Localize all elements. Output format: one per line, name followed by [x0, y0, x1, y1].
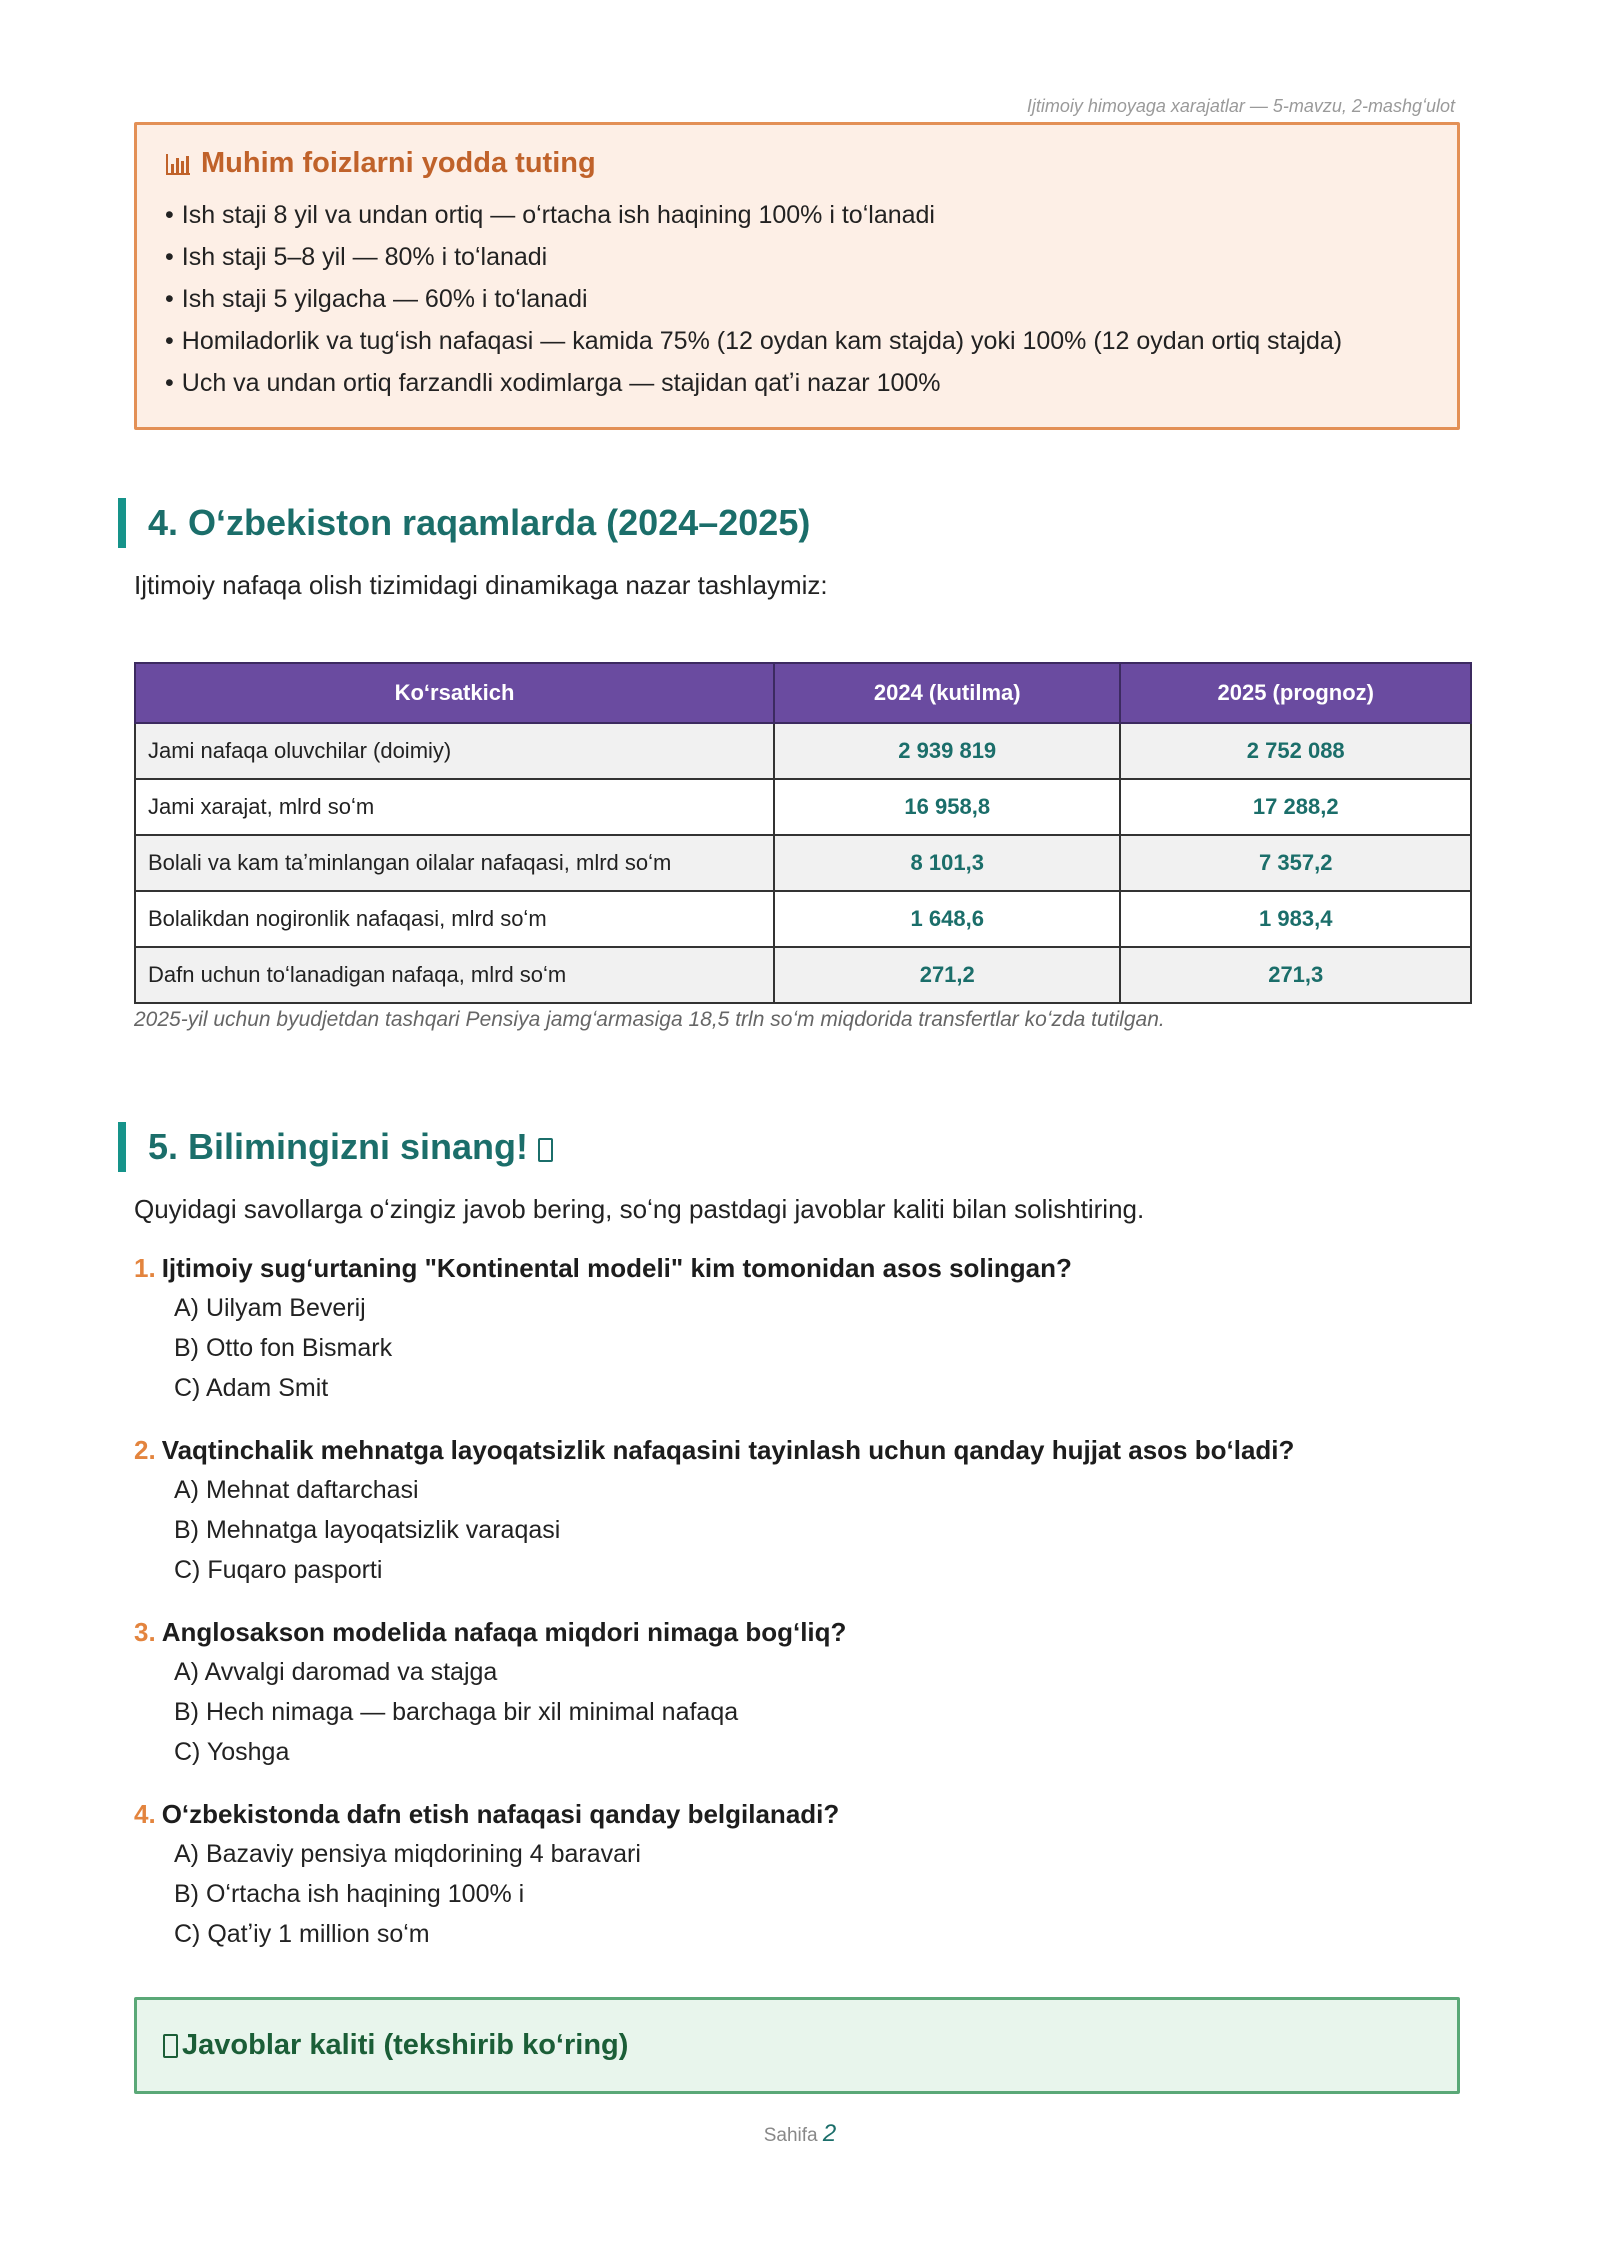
- question-text: Anglosakson modelida nafaqa miqdori nimaga bogʻliq?: [161, 1617, 847, 1647]
- answer-option: C) Fuqaro pasporti: [174, 1556, 383, 1584]
- quiz: [134, 1248, 1434, 1976]
- tip-item: • Ish staji 5–8 yil — 80% i toʻlanadi: [165, 236, 1429, 278]
- statistics-table: [134, 662, 1472, 1004]
- question: [134, 1612, 1434, 1772]
- tip-box: [134, 122, 1460, 430]
- question-number: 1.: [134, 1253, 156, 1283]
- value-2025: 2 752 088: [1120, 723, 1471, 779]
- column-header: 2025 (prognoz): [1120, 663, 1471, 723]
- bar-chart-icon: [165, 152, 191, 176]
- missing-glyph-icon: [538, 1138, 553, 1162]
- running-header: Ijtimoiy himoyaga xarajatlar — 5-mavzu, 2-mashgʻulot: [1026, 96, 1455, 116]
- row-label: Bolalikdan nogironlik nafaqasi, mlrd soʻm: [135, 891, 774, 947]
- table-row: [135, 891, 1471, 947]
- value-2025: 1 983,4: [1120, 891, 1471, 947]
- tip-item: • Ish staji 5 yilgacha — 60% i toʻlanadi: [165, 278, 1429, 320]
- answer-option: A) Mehnat daftarchasi: [174, 1476, 419, 1504]
- tip-item: • Homiladorlik va tugʻish nafaqasi — kamida 75% (12 oydan kam stajda) yoki 100% (12 oydan ortiq stajda): [165, 320, 1429, 362]
- missing-glyph-icon: [163, 2034, 178, 2058]
- column-header: Koʻrsatkich: [135, 663, 774, 723]
- section-4-intro: Ijtimoiy nafaqa olish tizimidagi dinamikaga nazar tashlaymiz:: [134, 570, 828, 600]
- answer-option: B) Oʻrtacha ish haqining 100% i: [174, 1880, 525, 1908]
- page-number: 2: [822, 2120, 837, 2147]
- tip-item: • Uch va undan ortiq farzandli xodimlarga — stajidan qatʼi nazar 100%: [165, 362, 1429, 404]
- row-label: Jami xarajat, mlrd soʻm: [135, 779, 774, 835]
- section-5-title: 5. Bilimingizni sinang!: [148, 1126, 529, 1167]
- table-row: [135, 947, 1471, 1003]
- table-row: [135, 779, 1471, 835]
- table-note: 2025-yil uchun byudjetdan tashqari Pensiya jamgʻarmasiga 18,5 trln soʻm miqdorida transfertlar koʻzda tutilgan.: [134, 1008, 1165, 1031]
- value-2025: 271,3: [1120, 947, 1471, 1003]
- page-footer: [0, 2120, 1600, 2148]
- value-2024: 1 648,6: [774, 891, 1120, 947]
- question-number: 3.: [134, 1617, 156, 1647]
- answer-key-title: Javoblar kaliti (tekshirib koʻring): [182, 2029, 629, 2061]
- question-text: Vaqtinchalik mehnatga layoqatsizlik nafaqasini tayinlash uchun qanday hujjat asos boʻladi?: [161, 1435, 1295, 1465]
- value-2025: 17 288,2: [1120, 779, 1471, 835]
- footer-label: Sahifa: [763, 2125, 818, 2146]
- answer-option: A) Bazaviy pensiya miqdorining 4 baravari: [174, 1840, 641, 1868]
- tip-title-row: [165, 147, 1429, 180]
- answer-key-box[interactable]: [134, 1997, 1460, 2094]
- value-2024: 2 939 819: [774, 723, 1120, 779]
- question-number: 2.: [134, 1435, 156, 1465]
- question-text: Oʻzbekistonda dafn etish nafaqasi qanday belgilanadi?: [161, 1799, 840, 1829]
- answer-option: C) Yoshga: [174, 1738, 290, 1766]
- question: [134, 1430, 1434, 1590]
- question-number: 4.: [134, 1799, 156, 1829]
- section-5-intro: Quyidagi savollarga oʻzingiz javob bering, soʻng pastdagi javoblar kaliti bilan solishtiring.: [134, 1194, 1145, 1224]
- answer-option: B) Mehnatga layoqatsizlik varaqasi: [174, 1516, 561, 1544]
- question-text: Ijtimoiy sugʻurtaning "Kontinental modeli" kim tomonidan asos solingan?: [161, 1253, 1072, 1283]
- table-header-row: [135, 663, 1471, 723]
- answer-option: C) Qatʼiy 1 million soʻm: [174, 1920, 430, 1948]
- value-2024: 16 958,8: [774, 779, 1120, 835]
- section-4-heading: 4. Oʻzbekiston raqamlarda (2024–2025): [118, 498, 810, 548]
- row-label: Dafn uchun toʻlanadigan nafaqa, mlrd soʻm: [135, 947, 774, 1003]
- tip-list: [165, 194, 1429, 404]
- answer-option: B) Hech nimaga — barchaga bir xil minimal nafaqa: [174, 1698, 739, 1726]
- row-label: Jami nafaqa oluvchilar (doimiy): [135, 723, 774, 779]
- section-5-heading: [118, 1122, 557, 1172]
- value-2024: 8 101,3: [774, 835, 1120, 891]
- answer-option: A) Avvalgi daromad va stajga: [174, 1658, 498, 1686]
- table-row: [135, 835, 1471, 891]
- answer-option: C) Adam Smit: [174, 1374, 329, 1402]
- answer-option: A) Uilyam Beverij: [174, 1294, 366, 1322]
- question: [134, 1794, 1434, 1954]
- row-label: Bolali va kam taʼminlangan oilalar nafaqasi, mlrd soʻm: [135, 835, 774, 891]
- answer-option: B) Otto fon Bismark: [174, 1334, 393, 1362]
- tip-item: • Ish staji 8 yil va undan ortiq — oʻrtacha ish haqining 100% i toʻlanadi: [165, 194, 1429, 236]
- tip-title: Muhim foizlarni yodda tuting: [201, 147, 596, 179]
- column-header: 2024 (kutilma): [774, 663, 1120, 723]
- value-2024: 271,2: [774, 947, 1120, 1003]
- table-row: [135, 723, 1471, 779]
- value-2025: 7 357,2: [1120, 835, 1471, 891]
- question: [134, 1248, 1434, 1408]
